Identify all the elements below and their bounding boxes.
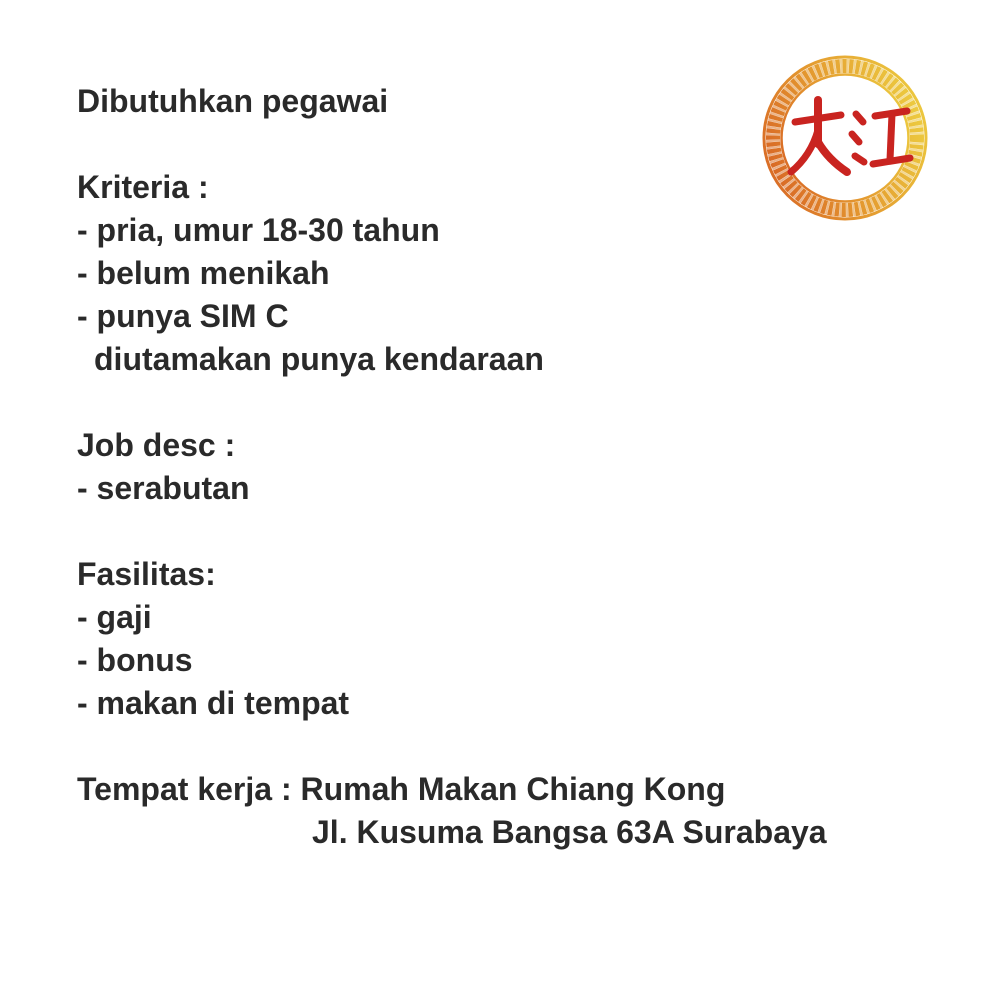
fasilitas-item: - bonus xyxy=(77,642,193,678)
page-title: Dibutuhkan pegawai xyxy=(77,83,389,119)
fasilitas-item: - makan di tempat xyxy=(77,685,350,721)
fasilitas-heading: Fasilitas: xyxy=(77,556,216,592)
job-desc-heading: Job desc : xyxy=(77,427,236,463)
kriteria-item-continuation: diutamakan punya kendaraan xyxy=(94,341,544,377)
kriteria-item: - punya SIM C xyxy=(77,298,289,334)
kriteria-item: - pria, umur 18-30 tahun xyxy=(77,212,440,248)
kriteria-heading: Kriteria : xyxy=(77,169,209,205)
job-desc-item: - serabutan xyxy=(77,470,250,506)
flyer-text xyxy=(77,80,827,854)
fasilitas-item: - gaji xyxy=(77,599,152,635)
workplace-line: Tempat kerja : Rumah Makan Chiang Kong xyxy=(77,771,726,807)
kriteria-item: - belum menikah xyxy=(77,255,330,291)
workplace-address: Jl. Kusuma Bangsa 63A Surabaya xyxy=(312,814,827,850)
